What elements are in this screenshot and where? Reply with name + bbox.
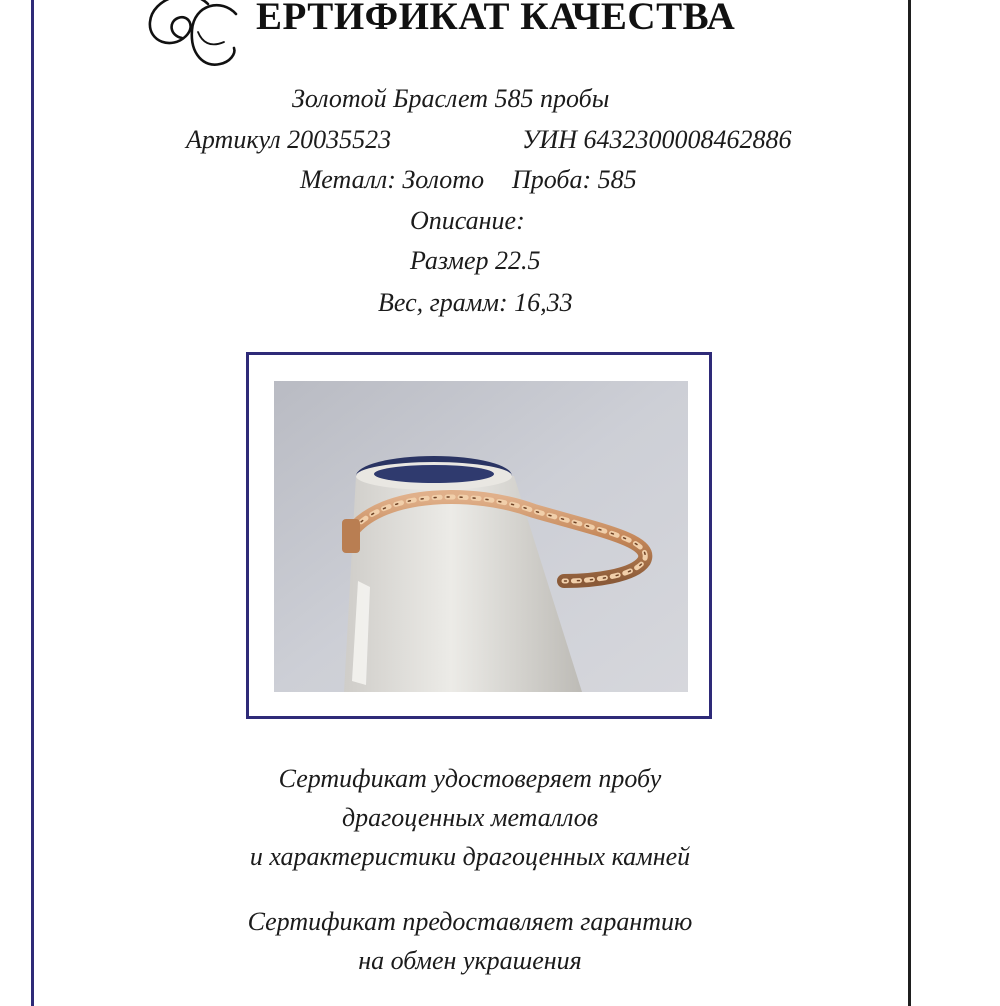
product-name: Золотой Браслет 585 пробы: [292, 84, 610, 113]
article-number: Артикул 20035523: [186, 125, 392, 154]
photo-frame: [246, 352, 712, 719]
script-c-monogram-icon: [138, 0, 250, 76]
metal-value: Металл: Золото: [300, 165, 485, 194]
weight-value: Вес, грамм: 16,33: [378, 288, 573, 317]
size-value: Размер 22.5: [410, 246, 541, 275]
guarantee-statement-line: на обмен украшения: [358, 946, 582, 975]
description-label: Описание:: [410, 206, 525, 235]
bracelet-photo: [274, 381, 688, 692]
quality-statement-line: Сертификат удостоверяет пробу: [278, 764, 662, 793]
guarantee-statement: [0, 902, 940, 980]
quality-statement-line: драгоценных металлов: [341, 803, 599, 832]
probe-value: Проба: 585: [512, 165, 637, 194]
uin-number: УИН 6432300008462886: [522, 125, 792, 154]
certificate-title: ЕРТИФИКАТ КАЧЕСТВА: [256, 0, 736, 38]
guarantee-statement-line: Сертификат предоставляет гарантию: [247, 907, 693, 936]
quality-statement: [0, 759, 940, 876]
quality-statement-line: и характеристики драгоценных камней: [249, 842, 691, 871]
